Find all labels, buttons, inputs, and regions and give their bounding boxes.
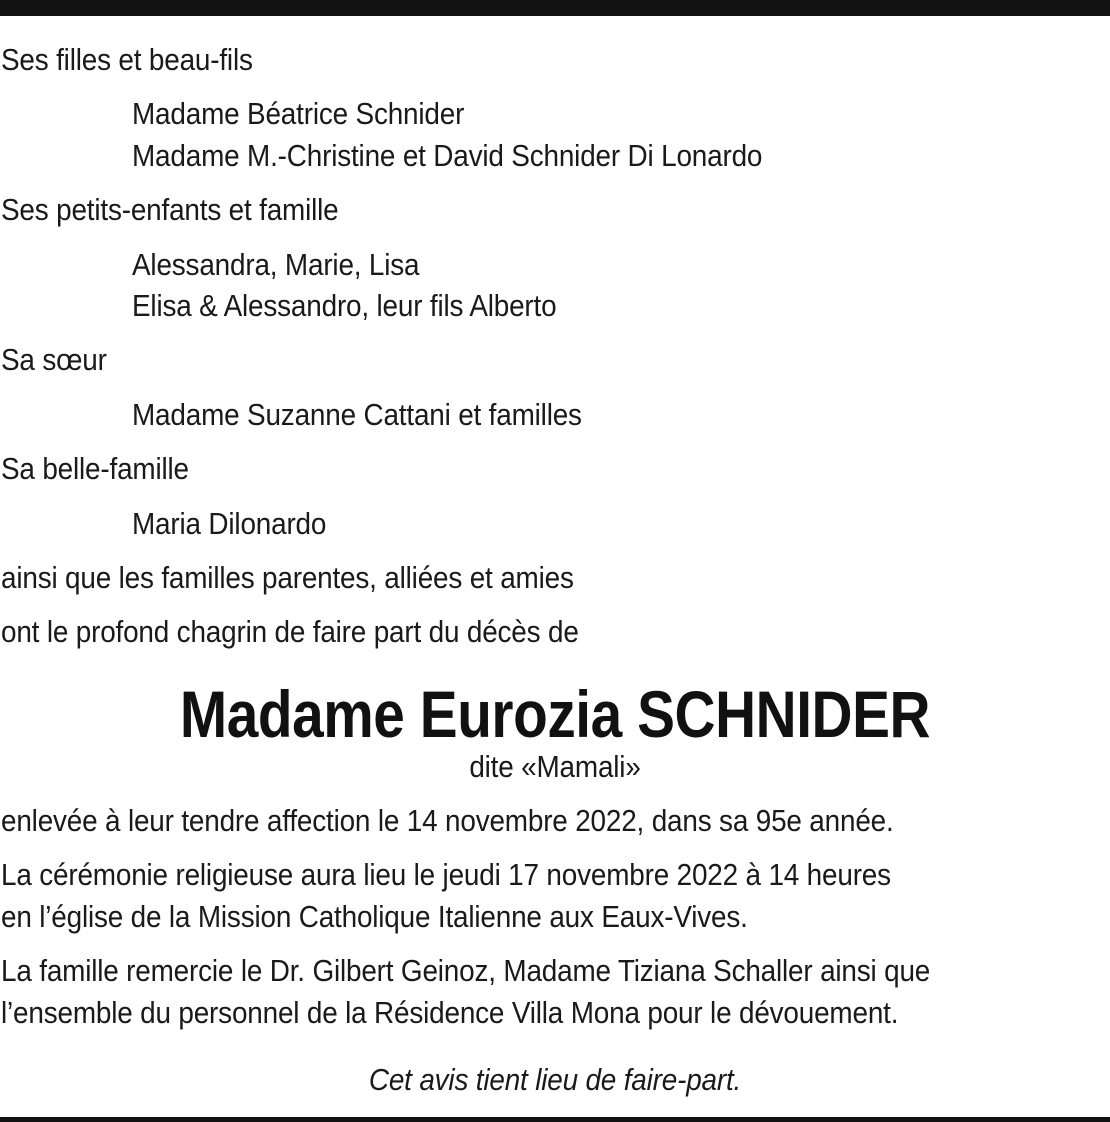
top-border-rule [0,0,1110,16]
grandchildren-line-1: Alessandra, Marie, Lisa [132,247,420,282]
in-laws-label: Sa belle-famille [1,451,189,486]
thanks-line-2: l’ensemble du personnel de la Résidence Villa Mona pour le dévouement. [1,995,899,1030]
deceased-name: Madame Eurozia SCHNIDER [179,677,931,751]
sister-label: Sa sœur [1,342,107,377]
ceremony-line-1: La cérémonie religieuse aura lieu le jeudi 17 novembre 2022 à 14 heures [1,857,891,892]
death-line: enlevée à leur tendre affection le 14 novembre 2022, dans sa 95e année. [1,803,894,838]
daughters-label: Ses filles et beau-fils [1,42,253,77]
in-laws-line-1: Maria Dilonardo [132,506,327,541]
grandchildren-line-2: Elisa & Alessandro, leur fils Alberto [132,288,557,323]
thanks-line-1: La famille remercie le Dr. Gilbert Geinoz, Madame Tiziana Schaller ainsi que [1,953,931,988]
relatives-line: ainsi que les familles parentes, alliées et amies [1,560,574,595]
ceremony-line-2: en l’église de la Mission Catholique Italienne aux Eaux-Vives. [1,899,748,934]
daughter-line-2: Madame M.-Christine et David Schnider Di Lonardo [132,138,763,173]
daughter-line-1: Madame Béatrice Schnider [132,96,465,131]
nickname: dite «Mamali» [469,749,641,784]
grandchildren-label: Ses petits-enfants et famille [1,192,339,227]
sister-line-1: Madame Suzanne Cattani et familles [132,397,582,432]
closing-note: Cet avis tient lieu de faire-part. [368,1062,742,1097]
bottom-border-rule [0,1117,1110,1122]
announcement-line: ont le profond chagrin de faire part du décès de [1,614,579,649]
